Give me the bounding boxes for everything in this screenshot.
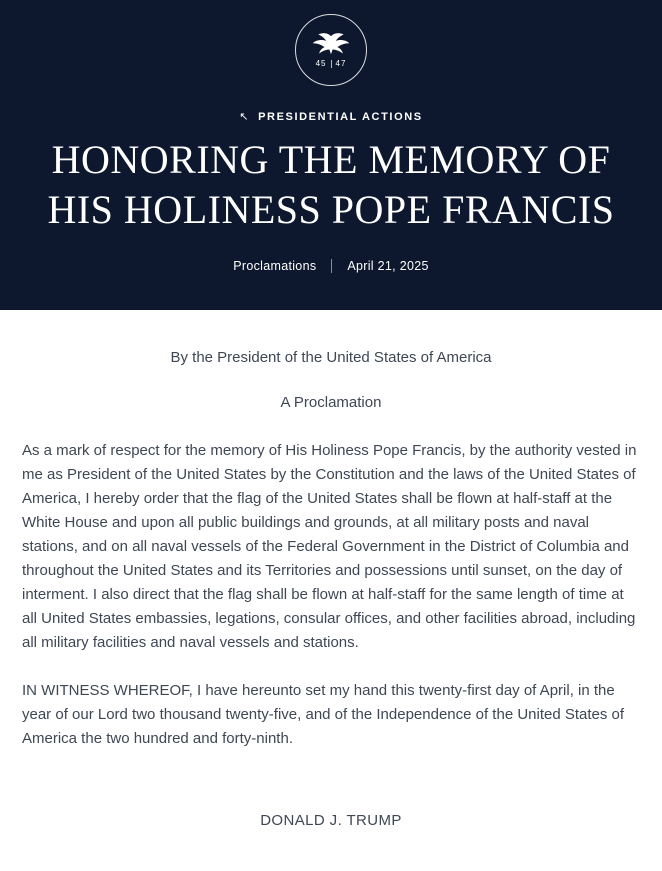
article-meta	[233, 259, 428, 273]
signature: DONALD J. TRUMP	[260, 812, 402, 829]
presidential-actions-label: PRESIDENTIAL ACTIONS	[258, 111, 423, 123]
whitehouse-seal-logo[interactable]	[295, 14, 367, 86]
category-link[interactable]: Proclamations	[233, 259, 317, 273]
seal-number-47: 47	[335, 59, 347, 68]
page-header	[0, 0, 662, 310]
article-date: April 21, 2025	[347, 259, 429, 273]
meta-divider	[331, 259, 332, 273]
paragraph-1: As a mark of respect for the memory of His Holiness Pope Francis, by the authority vested in me as President of the United States by the Constitution and the laws of the United States of America, I hereby order that the flag of the United States shall be flown at half-staff at the White House and upon all public buildings and grounds, at all military posts and naval stations, and on all naval vessels of the Federal Government in the District of Columbia and throughout the United States and its Territories and possessions until sunset, on the day of interment. I also direct that the flag shall be flown at half-staff for the same length of time at all United States embassies, legations, consular offices, and other facilities abroad, including all military facilities and naval vessels and stations.	[22, 442, 637, 651]
proclamation-subtitle: A Proclamation	[280, 394, 382, 411]
byline: By the President of the United States of America	[170, 349, 492, 366]
presidential-actions-link[interactable]	[239, 111, 422, 123]
arrow-up-left-icon: ↖	[239, 110, 251, 123]
page-title-line1: HONORING THE MEMORY OF	[51, 137, 611, 182]
eagle-icon	[312, 32, 350, 56]
seal-term-numbers	[316, 59, 347, 68]
seal-number-divider	[331, 60, 332, 68]
seal-number-45: 45	[315, 59, 327, 68]
paragraph-2: IN WITNESS WHEREOF, I have hereunto set my hand this twenty-first day of April, in the year of our Lord two thousand twenty-five, and of the Independence of the United States of America the two hundred and forty-ninth.	[22, 682, 625, 747]
page-title	[47, 135, 614, 235]
page-title-line2: HIS HOLINESS POPE FRANCIS	[47, 187, 615, 232]
proclamation-body	[0, 310, 662, 833]
